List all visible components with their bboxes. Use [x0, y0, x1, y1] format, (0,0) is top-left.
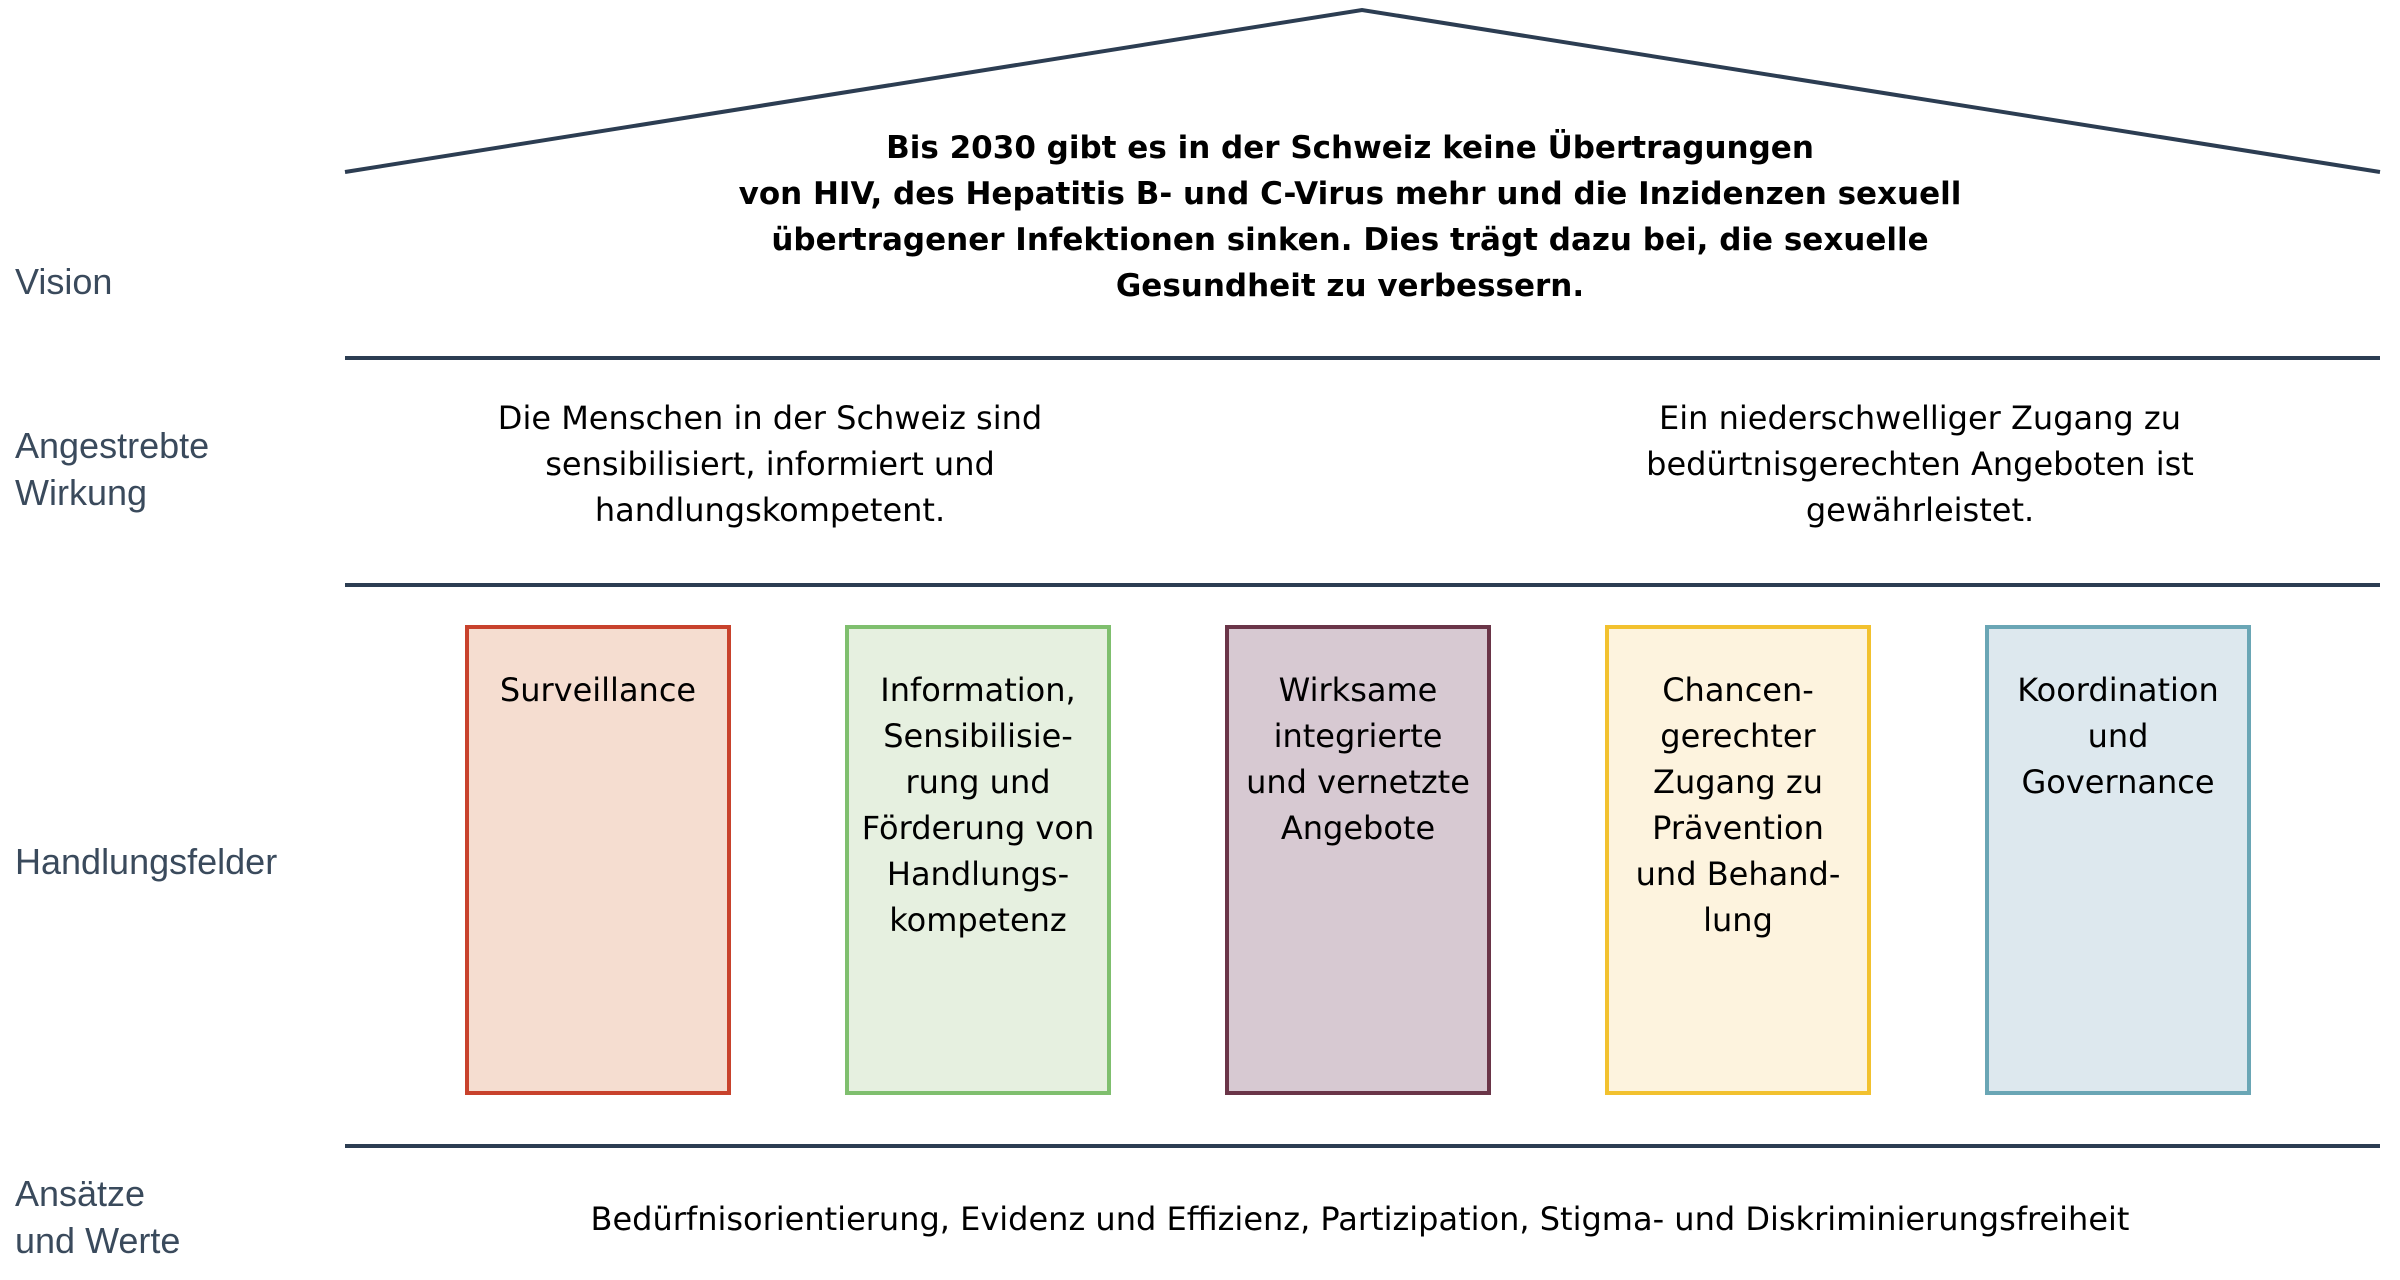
- impact-statement-awareness: Die Menschen in der Schweiz sind sensibilisiert, informiert und handlungskompetent.: [497, 399, 1043, 529]
- row-label-values: Ansätze und Werte: [15, 1173, 181, 1261]
- impact-statement-access: Ein niederschwelliger Zugang zu bedürtnisgerechten Angeboten ist gewährleistet.: [1646, 399, 2194, 529]
- vision-statement: Bis 2030 gibt es in der Schweiz keine Übertragungen von HIV, des Hepatitis B- und C-Virus mehr und die Inzidenzen sexuell übertragener Infektionen sinken. Dies trägt dazu bei, die sexuelle Gesundheit zu verbessern.: [738, 130, 1962, 304]
- row-label-vision: Vision: [15, 261, 113, 302]
- field-box-governance: Koordination und Governance: [1985, 625, 2251, 1095]
- field-box-information: Information, Sensibilisie- rung und Förderung von Handlungs- kompetenz: [845, 625, 1111, 1095]
- approaches-values-statement: Bedürfnisorientierung, Evidenz und Effizienz, Partizipation, Stigma- und Diskriminierungsfreiheit: [590, 1200, 2130, 1238]
- field-box-surveillance: Surveillance: [465, 625, 731, 1095]
- row-label-fields: Handlungsfelder: [15, 841, 278, 882]
- field-box-access: Chancen- gerechter Zugang zu Prävention und Behand- lung: [1605, 625, 1871, 1095]
- row-label-impact: Angestrebte Wirkung: [15, 425, 210, 513]
- field-box-services: Wirksame integrierte und vernetzte Angebote: [1225, 625, 1491, 1095]
